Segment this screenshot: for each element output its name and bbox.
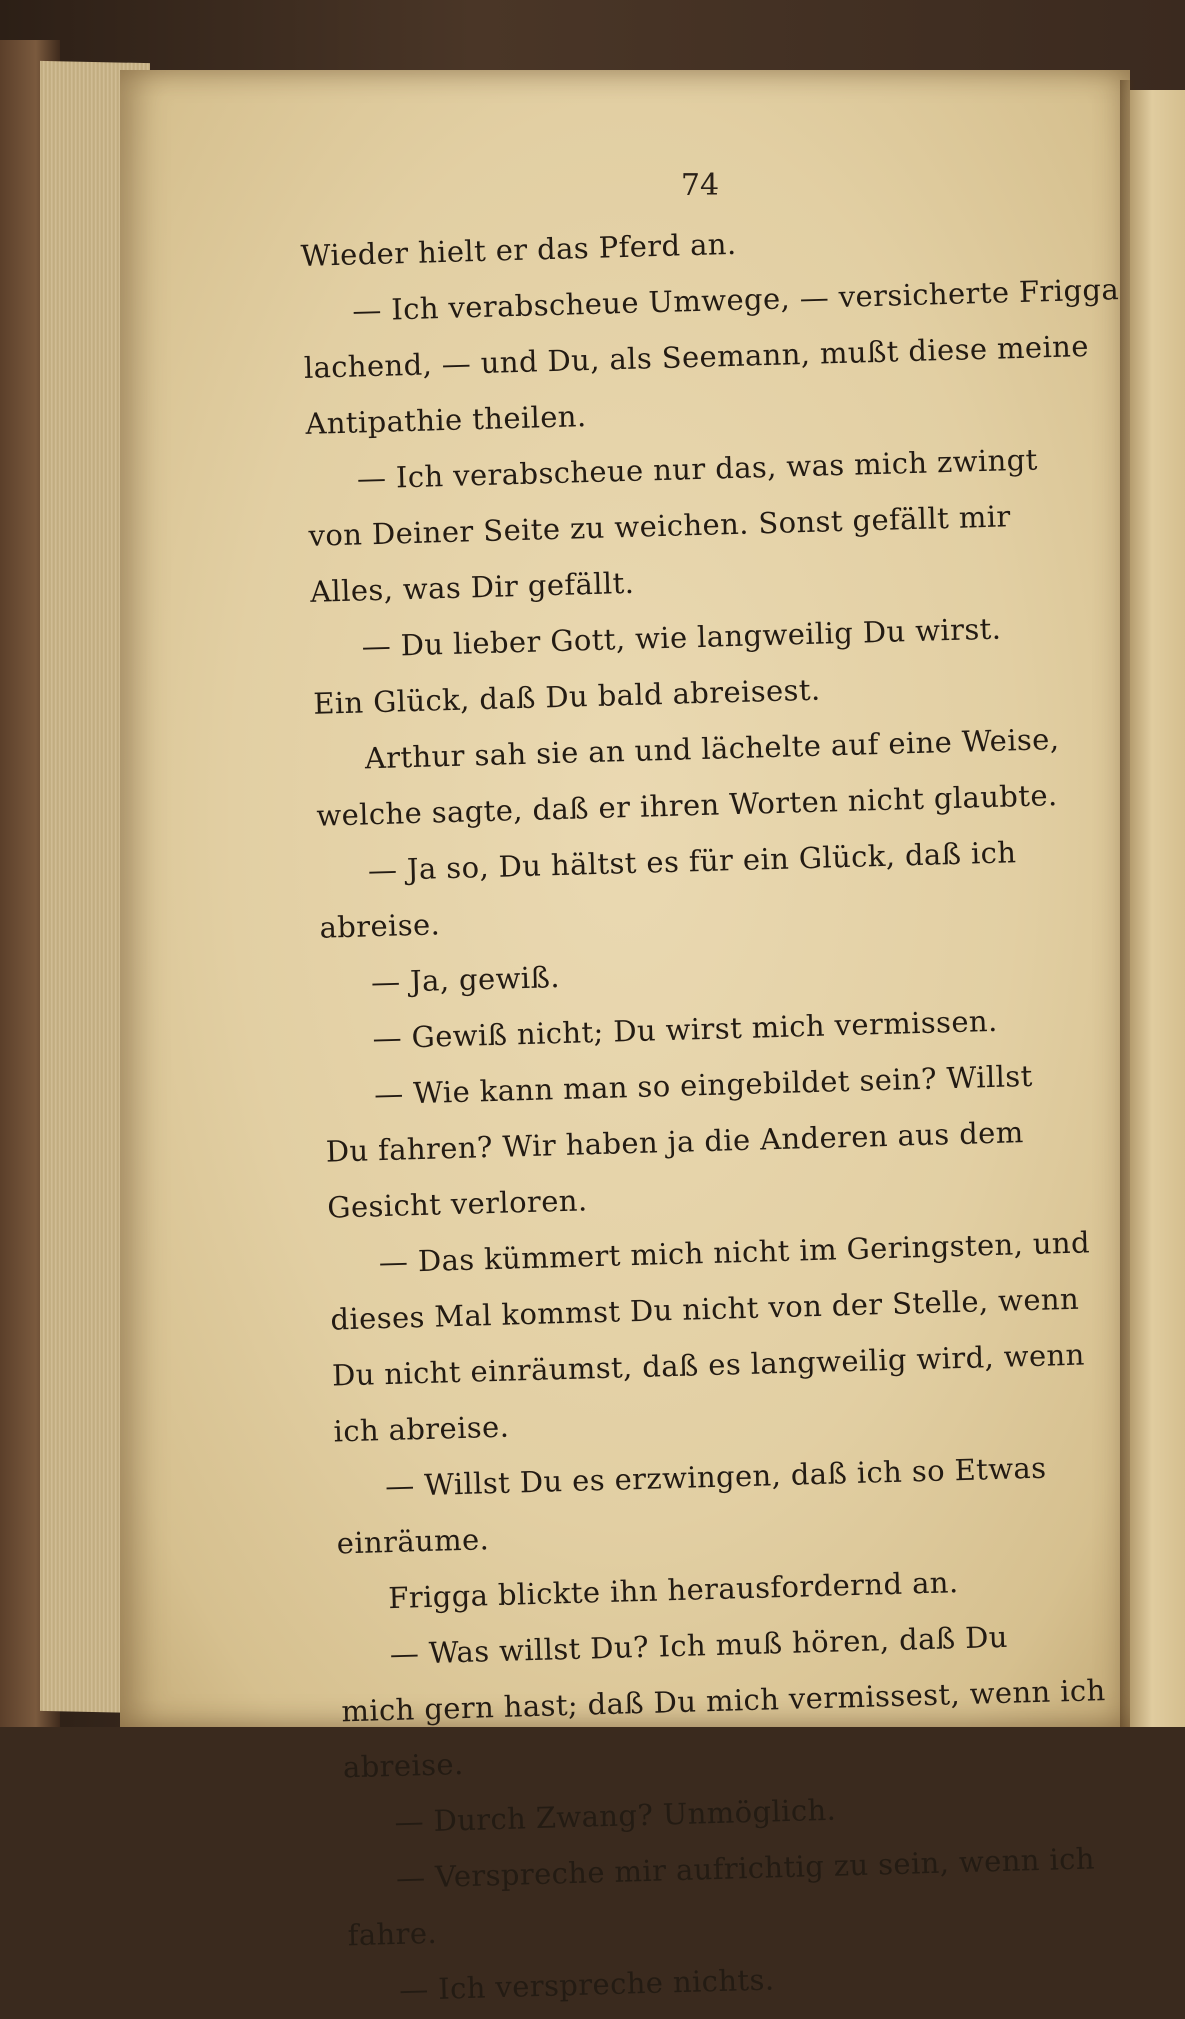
page-number: 74 (680, 168, 720, 203)
text-line: lachend, — und Du, als Seemann, mußt diese meine (303, 329, 1090, 385)
text-line: — Willst Du es erzwingen, daß ich so Etwas (384, 1450, 1047, 1504)
text-line: Wieder hielt er das Pferd an. (300, 226, 737, 273)
text-line: — Das kümmert mich nicht im Geringsten, und (378, 1225, 1091, 1280)
text-line: welche sagte, daß er ihren Worten nicht glaubte. (315, 778, 1058, 833)
text-line: Ein Glück, daß Du bald abreisest. (312, 672, 821, 721)
text-line: ich abreise. (333, 1409, 510, 1449)
text-line: dieses Mal kommst Du nicht von der Stelle, wenn (330, 1281, 1080, 1337)
text-line: — Ich verabscheue nur das, was mich zwingt (356, 442, 1039, 496)
text-line: — Du lieber Gott, wie langweilig Du wirst. (361, 611, 1002, 664)
text-line: Alles, was Dir gefällt. (309, 565, 635, 609)
text-line: — Ich verspreche nichts. (398, 1962, 775, 2007)
text-line: Arthur sah sie an und lächelte auf eine Weise, (364, 722, 1060, 776)
text-line: abreise. (342, 1747, 465, 1785)
page-text (300, 205, 1170, 2019)
text-line: Frigga blickte ihn herausfordernd an. (387, 1565, 959, 1616)
text-line: Du nicht einräumst, daß es langweilig wird, wenn (331, 1337, 1086, 1393)
text-line: mich gern hast; daß Du mich vermissest, wenn ich (340, 1673, 1107, 1729)
text-line: — Was willst Du? Ich muß hören, daß Du (389, 1619, 1009, 1672)
text-line: einräume. (336, 1522, 490, 1561)
text-line: — Ich verabscheue Umwege, — versicherte Frigga (351, 272, 1120, 328)
text-line: Antipathie theilen. (304, 399, 587, 441)
text-line: Du fahren? Wir haben ja die Anderen aus dem (325, 1115, 1025, 1169)
text-line: — Ja, gewiß. (370, 960, 561, 1000)
text-line: fahre. (347, 1915, 438, 1953)
text-line: abreise. (319, 907, 441, 945)
text-line: Gesicht verloren. (326, 1183, 588, 1225)
text-line: — Durch Zwang? Unmöglich. (394, 1792, 837, 1839)
text-line: — Gewiß nicht; Du wirst mich vermissen. (372, 1003, 999, 1056)
text-line: — Wie kann man so eingebildet sein? Willst (373, 1058, 1034, 1112)
text-line: — Ja so, Du hältst es für ein Glück, daß ich (367, 835, 1017, 888)
text-line: von Deiner Seite zu weichen. Sonst gefällt mir (308, 499, 1012, 553)
text-line: — Verspreche mir aufrichtig zu sein, wenn ich (395, 1841, 1096, 1895)
